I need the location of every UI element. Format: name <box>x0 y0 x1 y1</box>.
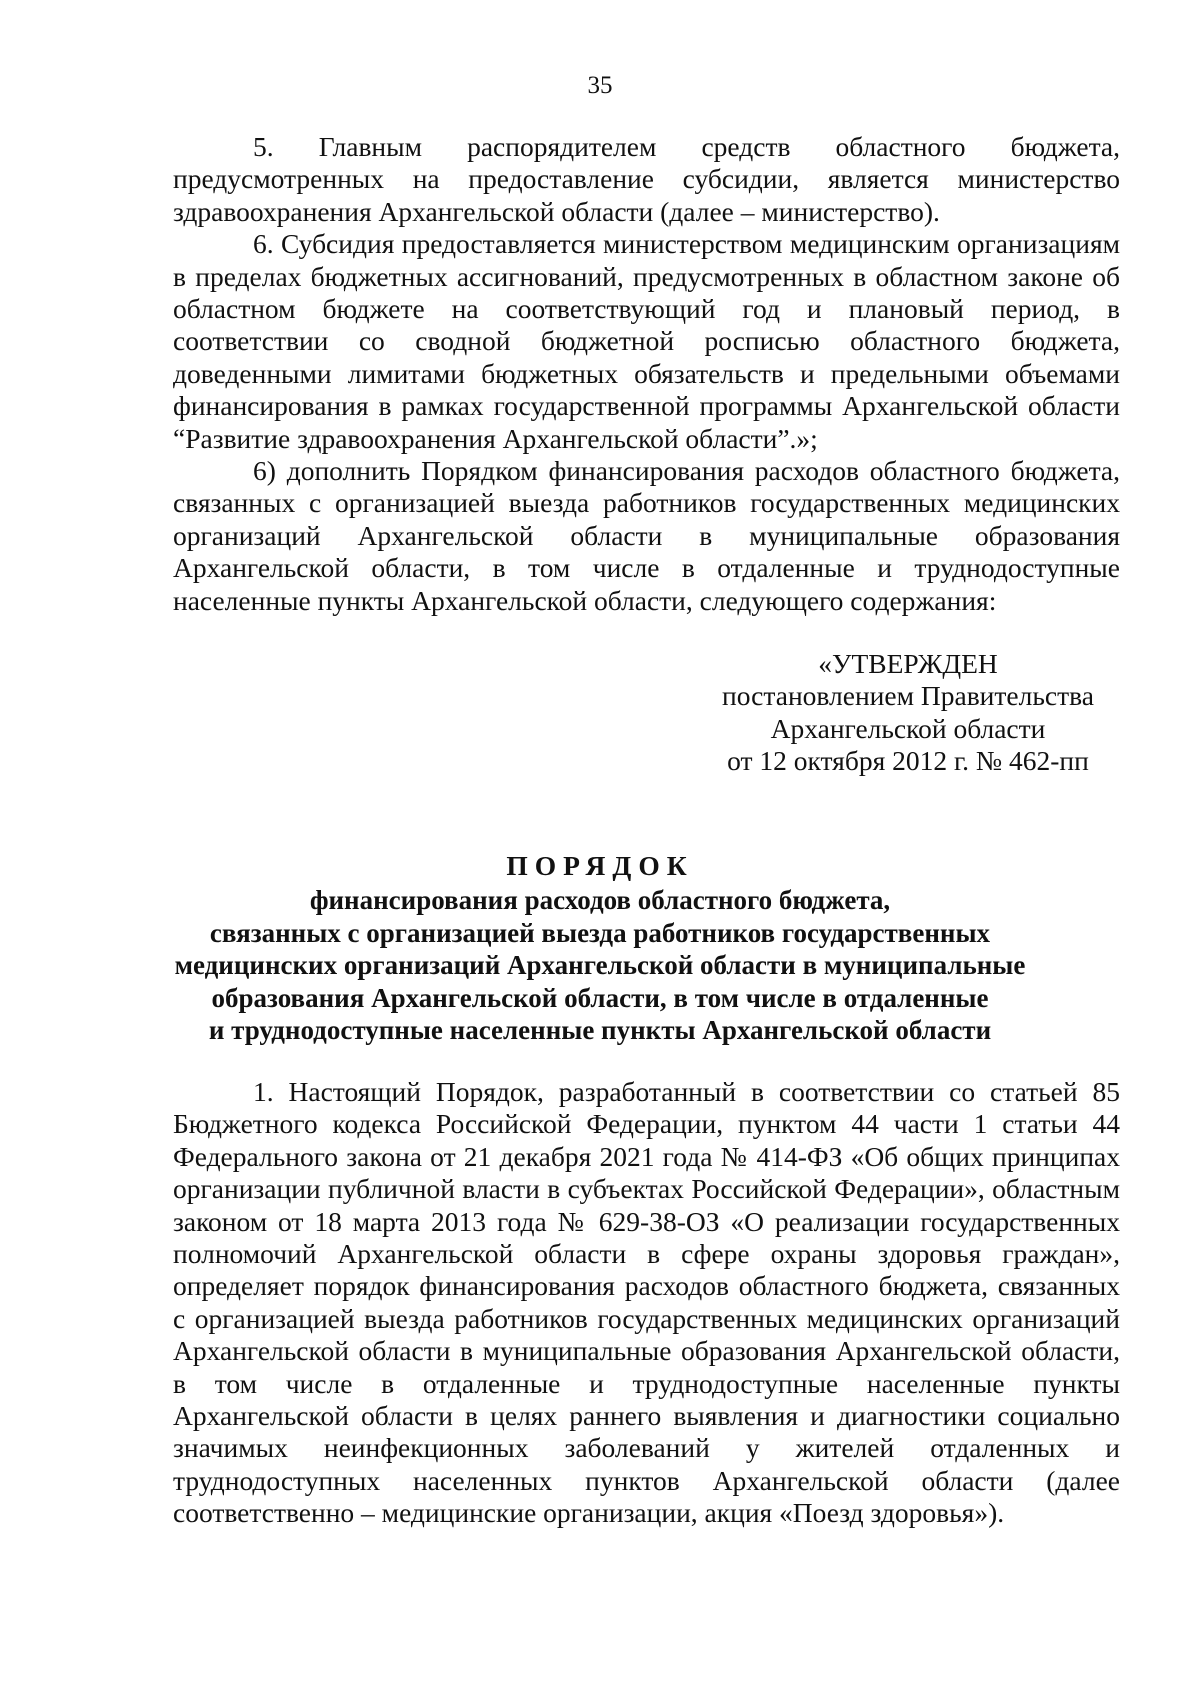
approval-line-resolution: постановлением Правительства <box>722 680 1094 712</box>
document-heading <box>150 850 1050 1046</box>
page-number: 35 <box>587 72 613 99</box>
paragraph-amendment-6: 6) дополнить Порядком финансирования расходов областного бюджета, связанных с организацией выезда работников государственных медицинских организаций Архангельской области в муниципальные образования Архангельской области, в том числе в отдаленные и труднодоступные населенные пункты Архангельской области, следующего содержания: <box>173 455 1120 616</box>
approval-line-region: Архангельской области <box>770 712 1046 744</box>
approval-line-date: от 12 октября 2012 г. № 462-пп <box>727 745 1089 777</box>
paragraph-5: 5. Главным распорядителем средств областного бюджета, предусмотренных на предоставление субсидии, является министерство здравоохранения Архангельской области (далее – министерство). <box>173 131 1120 227</box>
top-paragraphs <box>173 131 1120 617</box>
paragraph-6: 6. Субсидия предоставляется министерством медицинским организациям в пределах бюджетных ассигнований, предусмотренных в областном законе об областном бюджете на соответствующий год и плановый период, в соответствии со сводной бюджетной росписью областного бюджета, доведенными лимитами бюджетных обязательств и предельными объемами финансирования в рамках государственной программы Архангельской области “Развитие здравоохранения Архангельской области”.»; <box>173 228 1120 454</box>
approval-stamp-block <box>698 648 1118 778</box>
paragraph-1: 1. Настоящий Порядок, разработанный в соответствии со статьей 85 Бюджетного кодекса Российской Федерации, пунктом 44 части 1 статьи 44 Федерального закона от 21 декабря 2021 года № 414-ФЗ «Об общих принципах организации публичной власти в субъектах Российской Федерации», областным законом от 18 марта 2013 года № 629-38-ОЗ «О реализации государственных полномочий Архангельской области в сфере охраны здоровья граждан», определяет порядок финансирования расходов областного бюджета, связанных с организацией выезда работников государственных медицинских организаций Архангельской области в муниципальные образования Архангельской области, в том числе в отдаленные и труднодоступные населенные пункты Архангельской области в целях раннего выявления и диагностики социально значимых неинфекционных заболеваний у жителей отдаленных и труднодоступных населенных пунктов Архангельской области (далее соответственно – медицинские организации, акция «Поезд здоровья»). <box>173 1076 1120 1529</box>
bottom-paragraphs <box>173 1076 1120 1530</box>
heading-title: ПОРЯДОК <box>506 850 694 881</box>
approval-line-approved: «УТВЕРЖДЕН <box>818 648 998 679</box>
heading-subtitle: финансирования расходов областного бюджета, связанных с организацией выезда работников государственных медицинских организаций Архангельской области в муниципальные образования Архангельской области, в том числе в отдаленные и труднодоступные населенные пункты Архангельской области <box>174 885 1026 1046</box>
